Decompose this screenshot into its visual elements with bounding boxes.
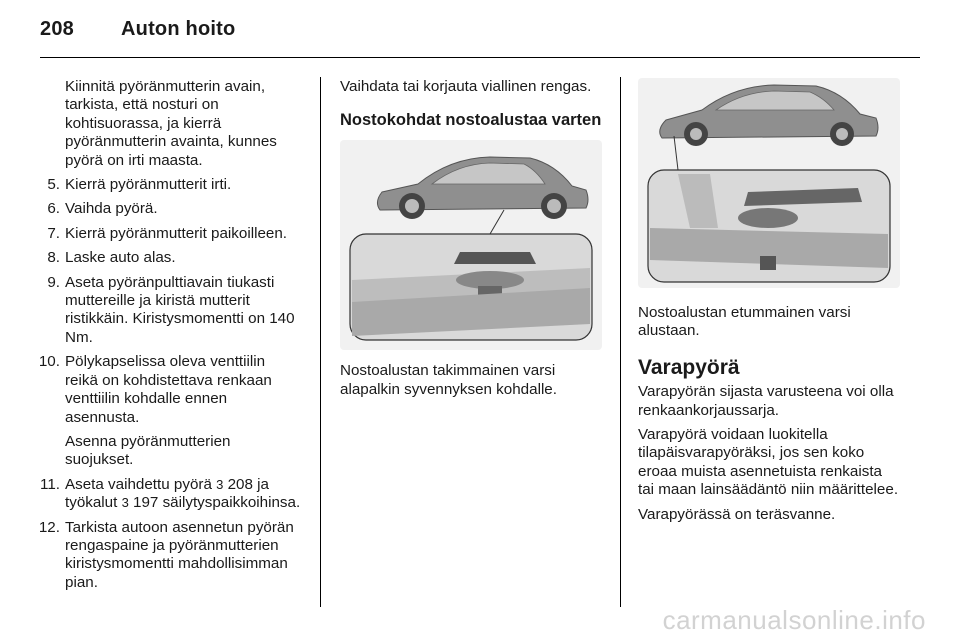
list-item-note: Asenna pyöränmutterien suojukset. xyxy=(65,432,231,469)
list-item: 8 . Laske auto alas. xyxy=(40,249,302,267)
list-item: 9 . Aseta pyöränpulttiavain tiukasti muttereille ja kiristä mutterit ristikkäin. Kiristysmomentti on 140 Nm. xyxy=(40,274,302,348)
right-column xyxy=(638,78,900,530)
car-lift-illustration xyxy=(340,140,602,350)
page-title: Auton hoito xyxy=(121,18,236,40)
spare-wheel-heading: Varapyörä xyxy=(638,355,740,379)
list-item: 7 . Kierrä pyöränmutterit paikoilleen. xyxy=(40,225,302,243)
steps-list xyxy=(40,176,302,592)
page-reference-icon: 3 xyxy=(121,495,129,511)
page-number: 208 xyxy=(40,18,74,40)
column-divider-left xyxy=(320,77,321,607)
front-lift-caption: Nostoalustan etummainen varsi alustaan. xyxy=(638,304,851,340)
header-rule xyxy=(40,57,920,58)
spare-wheel-paragraph: Varapyörän sijasta varusteena voi olla renkaankorjaussarja. xyxy=(638,383,894,419)
left-column xyxy=(40,78,302,598)
middle-column xyxy=(340,78,602,405)
watermark: carmanualsonline.info xyxy=(662,605,926,635)
rear-lift-point-figure xyxy=(340,140,602,350)
list-item: 6 . Vaihda pyörä. xyxy=(40,200,302,218)
lift-points-heading: Nostokohdat nostoalustaa varten xyxy=(340,111,602,130)
rear-lift-caption: Nostoalustan takimmainen varsi alapalkin syvennyksen kohdalle. xyxy=(340,362,557,398)
page-header xyxy=(40,18,235,41)
car-lift-illustration xyxy=(638,78,900,288)
front-lift-point-figure xyxy=(638,78,900,288)
page-reference-icon: 3 xyxy=(216,476,224,492)
list-item: 12 . Tarkista autoon asennetun pyörän rengaspaine ja pyöränmutterien kiristysmomentti mahdollisimman pian. xyxy=(40,519,302,593)
spare-wheel-paragraph: Varapyörä voidaan luokitella tilapäisvarapyöräksi, jos sen koko eroaa muista asennetuista renkaista tai maan lainsäädäntö niin määrittelee. xyxy=(638,426,899,499)
list-item: 5 . Kierrä pyöränmutterit irti. xyxy=(40,176,302,194)
column-divider-right xyxy=(620,77,621,607)
intro-paragraph: Kiinnitä pyöränmutterin avain, tarkista, että nosturi on kohtisuorassa, ja kierrä pyöränmutterin avainta, kunnes pyörä on irti maasta. xyxy=(65,78,277,169)
list-item: 10 . Pölykapselissa oleva venttiilin reikä on kohdistettava renkaan venttiilin kohdalle ennen asennusta. Asenna pyöränmutterien suojukset. xyxy=(40,353,302,469)
spare-wheel-paragraph: Varapyörässä on teräsvanne. xyxy=(638,505,836,523)
repair-paragraph: Vaihdata tai korjauta viallinen rengas. xyxy=(340,78,592,95)
list-item: 11 . Aseta vaihdettu pyörä 3 208 ja työkalut 3 197 säilytyspaikkoihinsa. xyxy=(40,476,302,513)
